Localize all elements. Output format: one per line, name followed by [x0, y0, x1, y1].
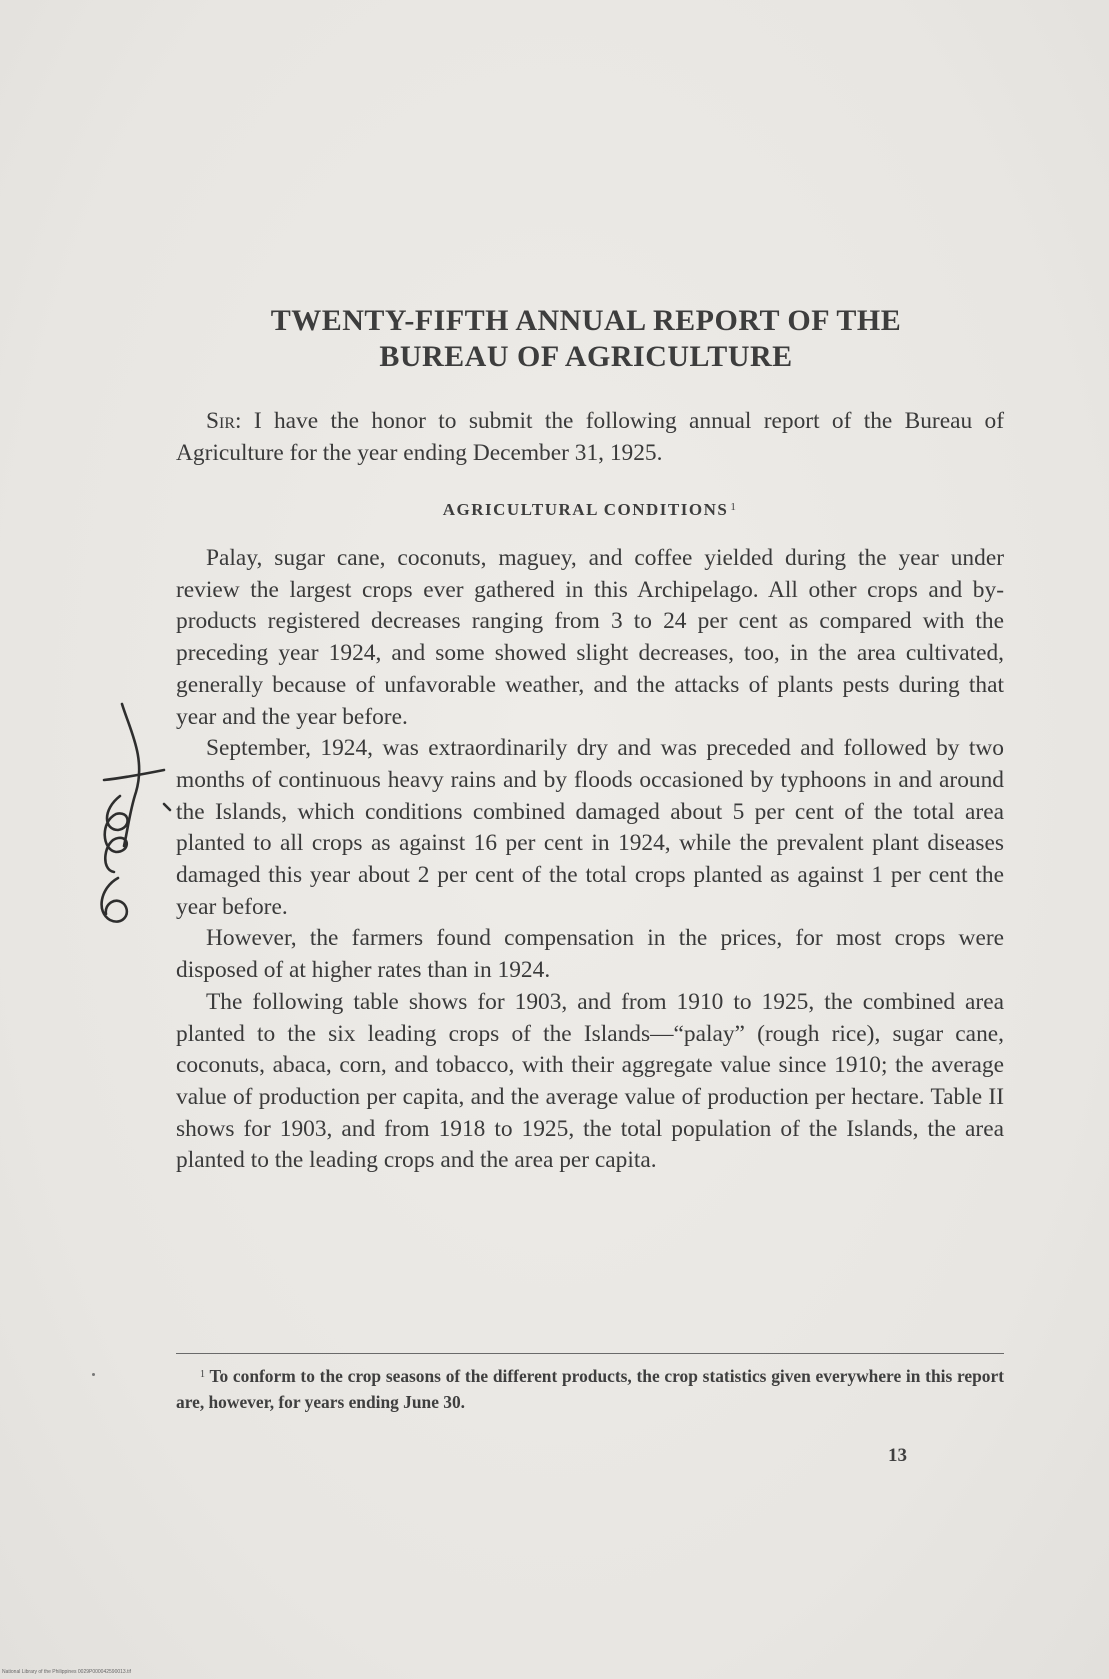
intro-paragraph	[176, 406, 1004, 469]
body-paragraph: Palay, sugar cane, coconuts, maguey, and coffee yielded during the year under review the largest crops ever gathered in this Archipelago. All other crops and by-products registered decreases ranging from 3 to 24 per cent as compared with the preceding year 1924, and some showed slight decreases, too, in the area cultivated, generally because of unfavorable weather, and the attacks of plants pests during that year and the year before.	[176, 545, 1004, 730]
section-heading-text: AGRICULTURAL CONDITIONS	[442, 500, 729, 519]
body-paragraphs	[176, 543, 1004, 1177]
footnote-marker: 1	[200, 1369, 205, 1380]
section-footnote-marker: 1	[730, 501, 738, 513]
title-line-2: BUREAU OF AGRICULTURE	[379, 340, 793, 373]
title-line-1: TWENTY-FIFTH ANNUAL REPORT OF THE	[270, 304, 902, 337]
body-paragraph: September, 1924, was extraordinarily dry and was preceded and followed by two months of continuous heavy rains and by floods occasioned by typhoons in and around the Islands, which conditions combined damaged about 5 per cent of the total area planted to all crops as against 16 per cent in 1924, while the prevalent plant diseases damaged this year about 2 per cent of the total crops planted as against 1 per cent the year before.	[176, 735, 1004, 920]
footnote	[176, 1362, 1004, 1415]
body-paragraph: The following table shows for 1903, and from 1910 to 1925, the combined area planted to the six leading crops of the Islands—“palay” (rough rice), sugar cane, coconuts, abaca, corn, and tobacco, with their aggregate value since 1910; the average value of production per capita, and the average value of production per hectare. Table II shows for 1903, and from 1918 to 1925, the total population of the Islands, the area planted to the leading crops and the area per capita.	[176, 988, 1004, 1174]
footnote-text: To conform to the crop seasons of the different products, the crop statistics given everywhere in this report are, however, for years ending June 30.	[176, 1366, 1004, 1412]
body-paragraph: However, the farmers found compensation in the prices, for most crops were disposed of at higher rates than in 1924.	[176, 925, 1004, 984]
section-heading	[176, 500, 1004, 520]
handwritten-annotation	[60, 700, 190, 960]
report-title	[150, 303, 1022, 375]
intro-text: I have the honor to submit the following annual report of the Bureau of Agriculture for the year ending December 31, 1925.	[176, 408, 1004, 466]
salutation: Sir:	[206, 408, 242, 434]
margin-speck	[92, 1373, 95, 1376]
page-number: 13	[888, 1445, 907, 1466]
footnote-divider	[176, 1353, 1004, 1354]
scan-stamp: National Library of the Philippines 0029P000042590013.tif	[2, 1669, 131, 1675]
